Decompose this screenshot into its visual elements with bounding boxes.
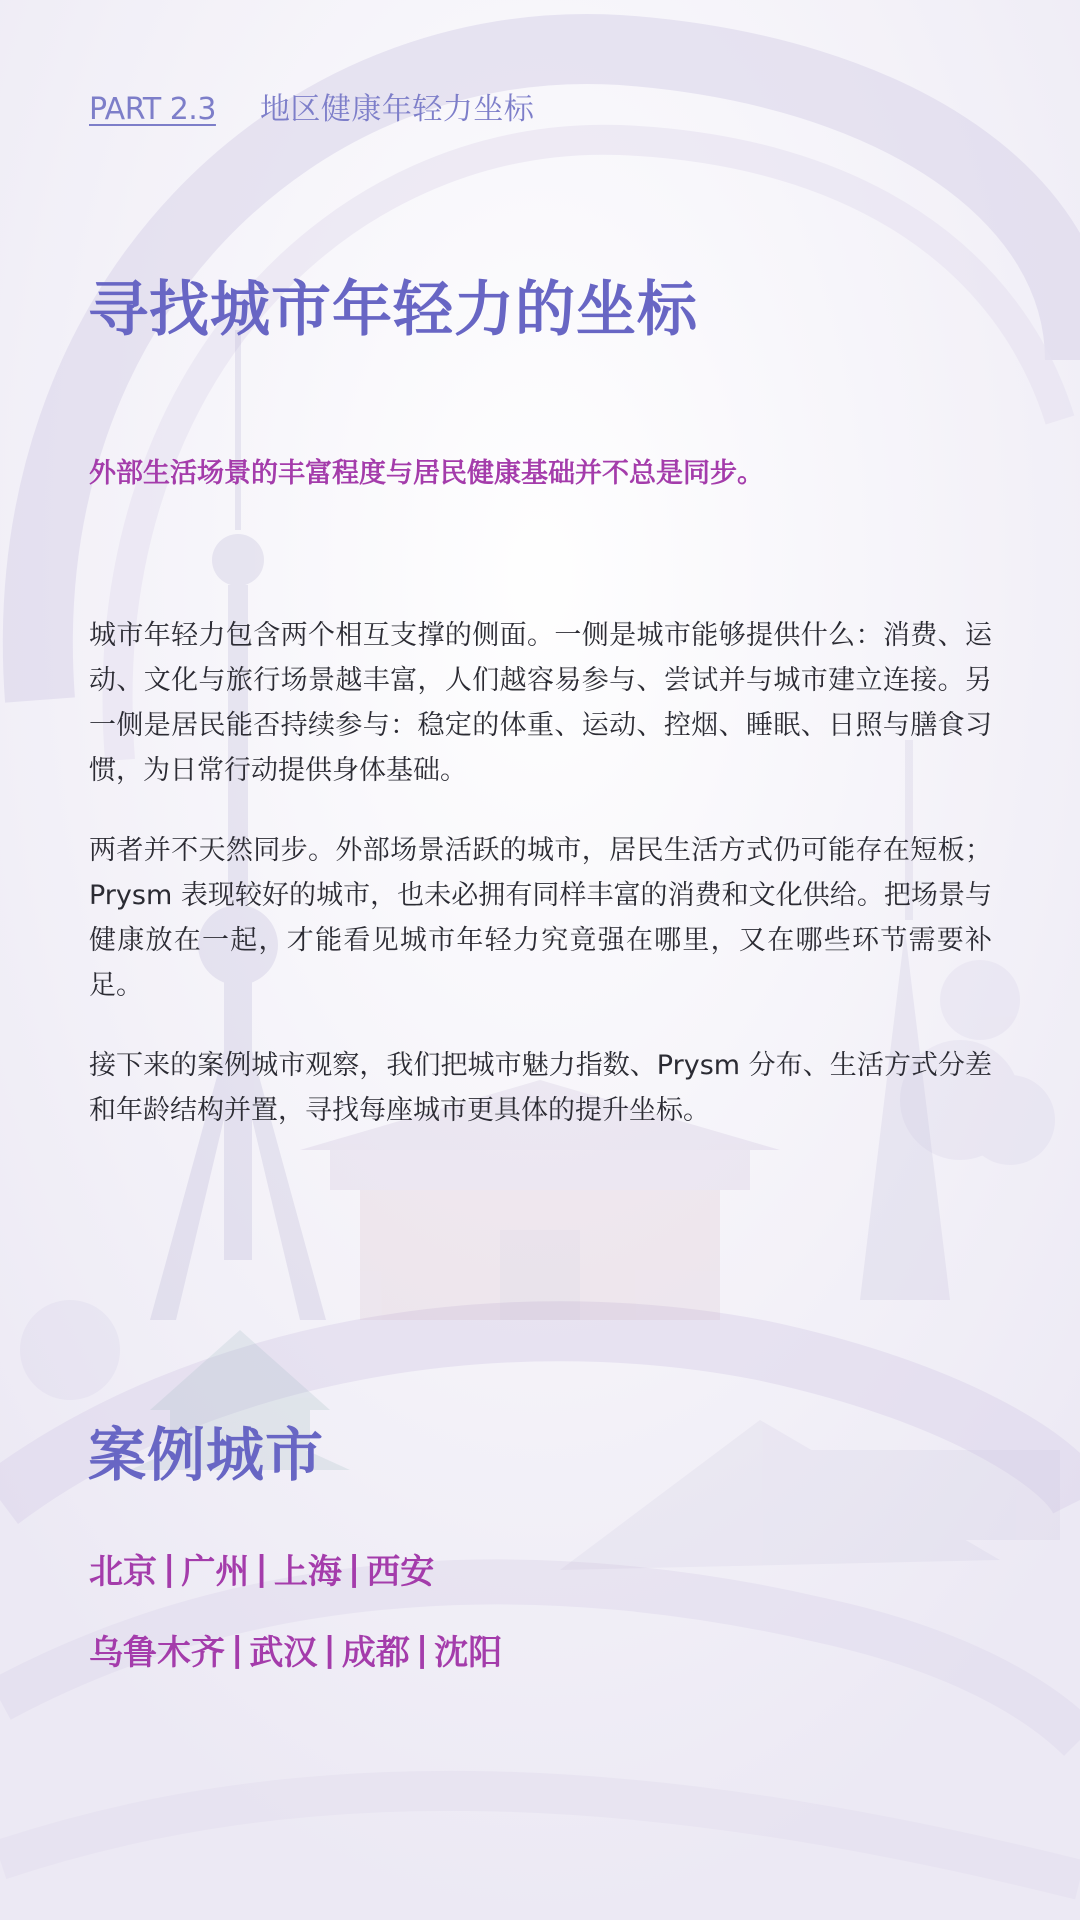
city-name: 北京: [89, 1552, 157, 1592]
city-name: 武汉: [249, 1633, 318, 1673]
city-name: 西安: [366, 1552, 435, 1592]
city-separator: |: [255, 1548, 268, 1589]
city-name: 广州: [181, 1552, 250, 1592]
part-title: 地区健康年轻力坐标: [259, 92, 535, 127]
case-cities-row: [89, 1544, 434, 1593]
case-cities-row: [89, 1625, 502, 1674]
city-separator: |: [415, 1629, 429, 1670]
city-separator: |: [347, 1548, 361, 1589]
city-separator: |: [163, 1548, 176, 1589]
city-name: 成都: [341, 1633, 410, 1673]
city-name: 沈阳: [434, 1633, 503, 1673]
page-title: 寻找城市年轻力的坐标: [88, 275, 698, 345]
city-name: 乌鲁木齐: [89, 1633, 225, 1673]
body-paragraph: 城市年轻力包含两个相互支撑的侧面。一侧是城市能够提供什么：消费、运动、文化与旅行场景越丰富，人们越容易参与、尝试并与城市建立连接。另一侧是居民能否持续参与：稳定的体重、运动、控烟、睡眠、日照与膳食习惯，为日常行动提供身体基础。: [89, 620, 992, 786]
page-subtitle: 外部生活场景的丰富程度与居民健康基础并不总是同步。: [89, 458, 764, 489]
city-separator: |: [323, 1629, 336, 1670]
city-separator: |: [231, 1629, 244, 1670]
body-paragraph: 接下来的案例城市观察，我们把城市魅力指数、Prysm 分布、生活方式分差和年龄结构并置，寻找每座城市更具体的提升坐标。: [89, 1050, 992, 1126]
part-label: PART 2.3: [89, 92, 216, 127]
section-header: [89, 84, 534, 128]
body-paragraph: 两者并不天然同步。外部场景活跃的城市，居民生活方式仍可能存在短板；Prysm 表现较好的城市，也未必拥有同样丰富的消费和文化供给。把场景与健康放在一起，才能看见城市年轻力究竟强在哪里，又在哪些环节需要补足。: [89, 835, 992, 1001]
case-cities-title: 案例城市: [88, 1421, 325, 1489]
city-name: 上海: [273, 1552, 342, 1592]
